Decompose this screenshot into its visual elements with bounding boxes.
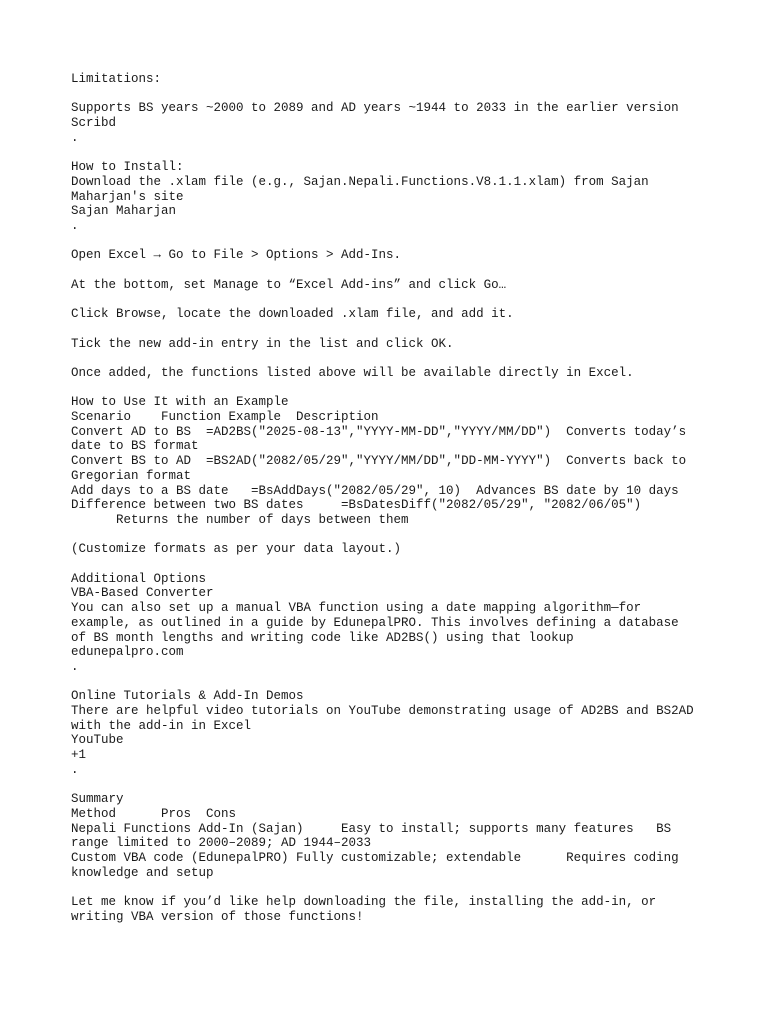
- text-line: edunepalpro.com: [71, 645, 184, 660]
- text-line: Click Browse, locate the downloaded .xlam file, and add it.: [71, 307, 514, 322]
- text-line: Custom VBA code (EdunepalPRO) Fully customizable; extendable Requires coding: [71, 851, 679, 866]
- text-line: Once added, the functions listed above will be available directly in Excel.: [71, 365, 634, 380]
- text-line: Returns the number of days between them: [71, 512, 409, 527]
- text-line: Open Excel → Go to File > Options > Add-Ins.: [71, 248, 402, 263]
- text-line: .: [71, 130, 79, 145]
- text-line: writing VBA version of those functions!: [71, 909, 364, 924]
- text-line: with the add-in in Excel: [71, 718, 252, 733]
- text-line: [71, 234, 721, 249]
- text-line: You can also set up a manual VBA function using a date mapping algorithm—for: [71, 601, 642, 616]
- text-line: (Customize formats as per your data layout.): [71, 542, 402, 557]
- text-line: Scribd: [71, 116, 117, 131]
- text-line: Let me know if you’d like help downloading the file, installing the add-in, or: [71, 895, 657, 910]
- text-line: .: [71, 659, 79, 674]
- text-line: [71, 880, 721, 895]
- text-line: Nepali Functions Add-In (Sajan) Easy to install; supports many features BS: [71, 821, 672, 836]
- text-line: +1: [71, 748, 87, 763]
- text-line: Download the .xlam file (e.g., Sajan.Nepali.Functions.V8.1.1.xlam) from Sajan: [71, 174, 649, 189]
- text-line: VBA-Based Converter: [71, 586, 214, 601]
- text-line: Limitations:: [71, 72, 162, 86]
- text-line: .: [71, 219, 79, 233]
- text-line: [71, 87, 721, 102]
- text-line: Difference between two BS dates =BsDatesDiff("2082/05/29", "2082/06/05"): [71, 498, 642, 513]
- text-line: There are helpful video tutorials on YouTube demonstrating usage of AD2BS and BS2AD: [71, 704, 694, 719]
- text-line: Sajan Maharjan: [71, 204, 177, 219]
- text-line: [71, 528, 721, 543]
- text-line: Supports BS years ~2000 to 2089 and AD years ~1944 to 2033 in the earlier version: [71, 101, 679, 116]
- text-line: date to BS format: [71, 439, 199, 454]
- text-line: range limited to 2000–2089; AD 1944–2033: [71, 836, 372, 851]
- document-body: [71, 72, 721, 925]
- text-line: At the bottom, set Manage to “Excel Add-ins” and click Go…: [71, 277, 507, 292]
- text-line: Maharjan's site: [71, 189, 184, 204]
- text-line: .: [71, 762, 79, 777]
- text-line: YouTube: [71, 733, 124, 748]
- text-line: [71, 146, 721, 161]
- text-line: Gregorian format: [71, 468, 192, 483]
- text-line: Online Tutorials & Add-In Demos: [71, 689, 304, 704]
- text-line: Convert AD to BS =AD2BS("2025-08-13","YYYY-MM-DD","YYYY/MM/DD") Converts today’s: [71, 424, 687, 439]
- text-line: of BS month lengths and writing code like AD2BS() using that lookup: [71, 630, 574, 645]
- text-line: example, as outlined in a guide by EdunepalPRO. This involves defining a database: [71, 615, 679, 630]
- text-line: Add days to a BS date =BsAddDays("2082/05/29", 10) Advances BS date by 10 days: [71, 483, 679, 498]
- text-line: Convert BS to AD =BS2AD("2082/05/29","YYYY/MM/DD","DD-MM-YYYY") Converts back to: [71, 454, 687, 469]
- text-line: [71, 557, 721, 572]
- text-line: Summary: [71, 792, 124, 807]
- text-line: Method Pros Cons: [71, 806, 237, 821]
- text-line: Additional Options: [71, 571, 207, 586]
- text-line: Tick the new add-in entry in the list and click OK.: [71, 336, 454, 351]
- text-line: [71, 292, 721, 307]
- text-line: How to Use It with an Example: [71, 395, 289, 410]
- text-line: [71, 351, 721, 366]
- text-line: [71, 322, 721, 337]
- text-line: Scenario Function Example Description: [71, 410, 379, 425]
- text-line: [71, 381, 721, 396]
- text-line: [71, 778, 721, 793]
- text-line: knowledge and setup: [71, 865, 214, 880]
- text-line: How to Install:: [71, 160, 184, 175]
- text-line: [71, 263, 721, 278]
- text-line: [71, 675, 721, 690]
